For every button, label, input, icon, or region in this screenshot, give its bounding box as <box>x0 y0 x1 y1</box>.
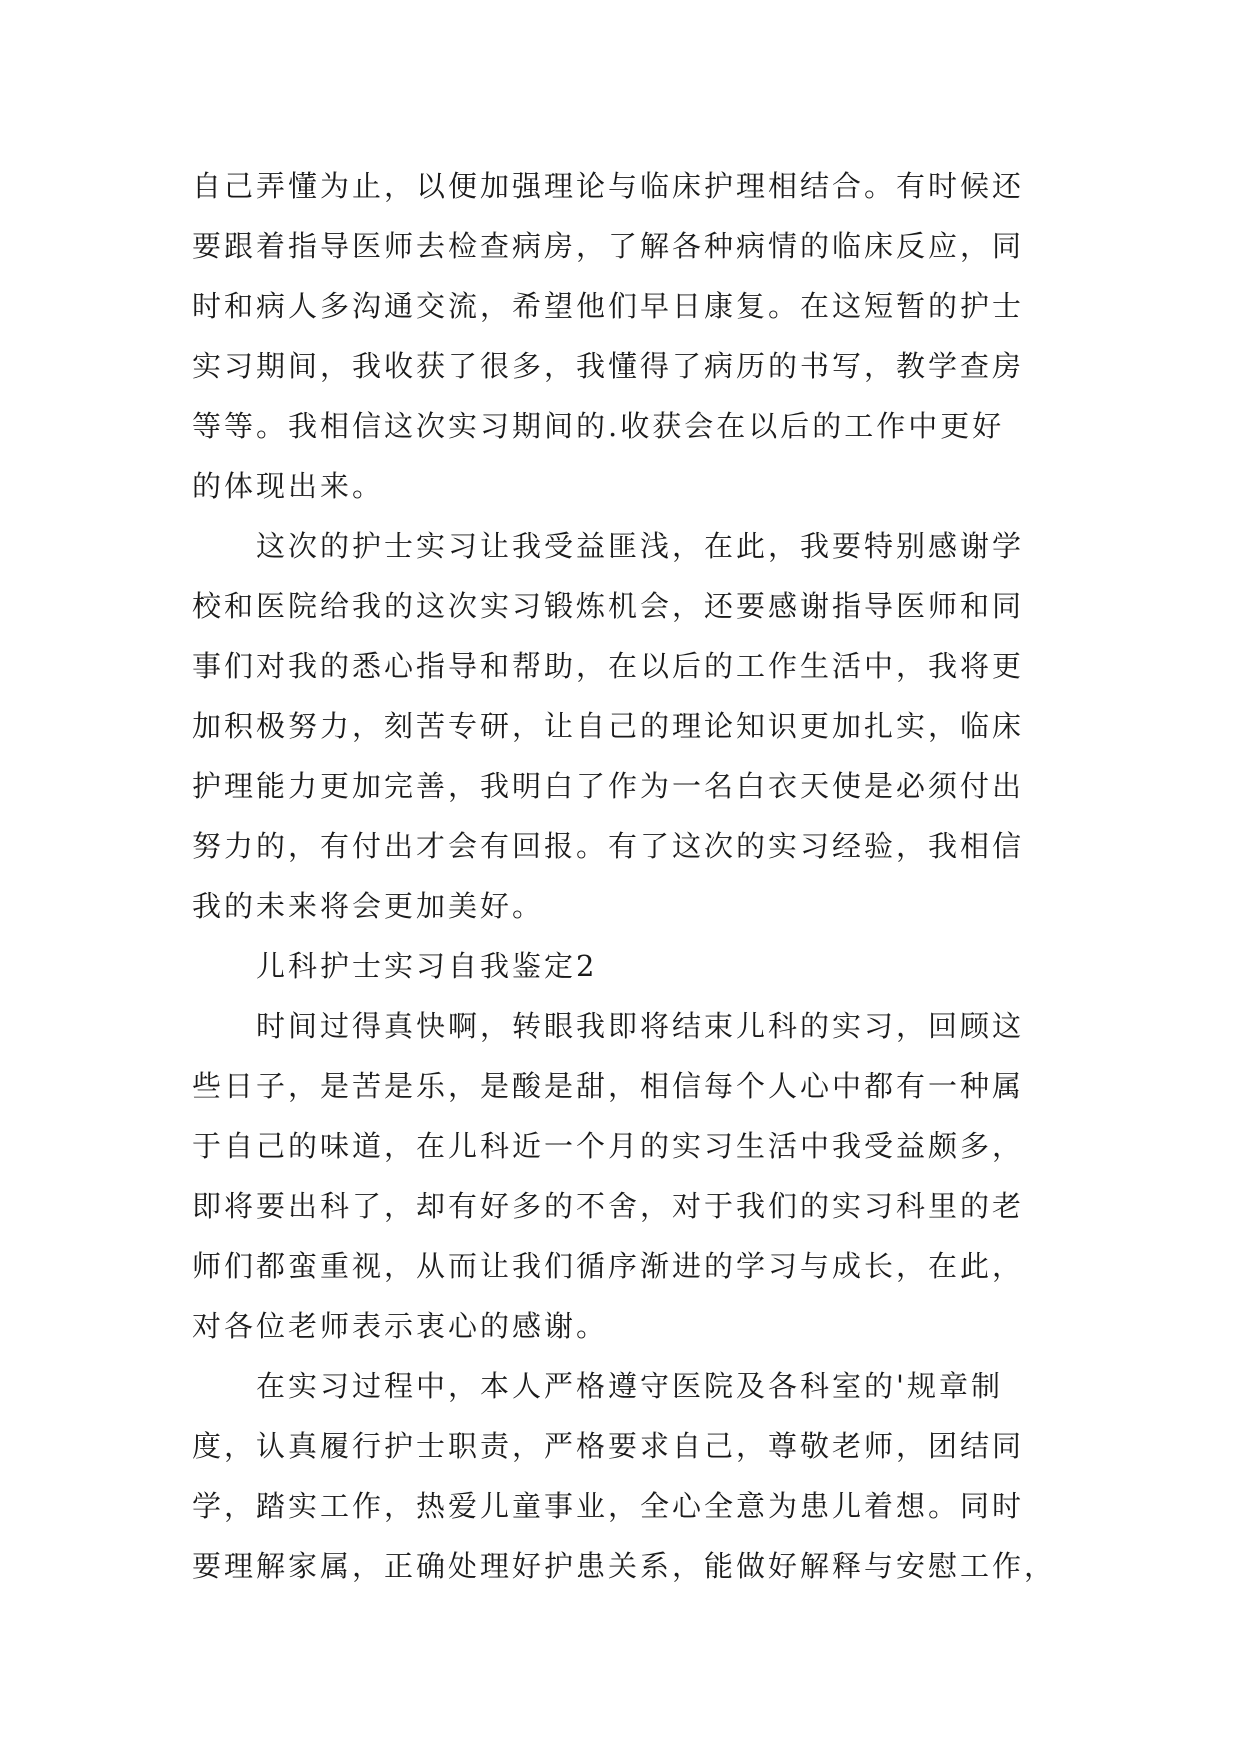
text-line: 护理能力更加完善，我明白了作为一名白衣天使是必须付出 <box>192 769 1025 803</box>
text-line: 些日子，是苦是乐，是酸是甜，相信每个人心中都有一种属 <box>192 1069 1025 1103</box>
text-line: 加积极努力，刻苦专研，让自己的理论知识更加扎实，临床 <box>192 709 1025 743</box>
text-line: 要理解家属，正确处理好护患关系，能做好解释与安慰工作， <box>192 1549 1057 1583</box>
text-line: 时间过得真快啊，转眼我即将结束儿科的实习，回顾这 <box>192 1009 1025 1043</box>
text-line: 自己弄懂为止，以便加强理论与临床护理相结合。有时候还 <box>192 169 1025 203</box>
text-line: 师们都蛮重视，从而让我们循序渐进的学习与成长，在此， <box>192 1249 1025 1283</box>
text-line: 努力的，有付出才会有回报。有了这次的实习经验，我相信 <box>192 829 1025 863</box>
text-line: 等等。我相信这次实习期间的.收获会在以后的工作中更好 <box>192 409 1005 443</box>
text-line: 在实习过程中，本人严格遵守医院及各科室的'规章制 <box>192 1369 1003 1403</box>
text-line: 即将要出科了，却有好多的不舍，对于我们的实习科里的老 <box>192 1189 1025 1223</box>
section-heading: 儿科护士实习自我鉴定2 <box>192 949 598 983</box>
text-line: 学，踏实工作，热爱儿童事业，全心全意为患儿着想。同时 <box>192 1489 1025 1523</box>
text-line: 校和医院给我的这次实习锻炼机会，还要感谢指导医师和同 <box>192 589 1025 623</box>
text-line: 对各位老师表示衷心的感谢。 <box>192 1309 609 1343</box>
text-line: 我的未来将会更加美好。 <box>192 889 545 923</box>
document-body <box>192 156 1072 1596</box>
text-line: 时和病人多沟通交流，希望他们早日康复。在这短暂的护士 <box>192 289 1025 323</box>
text-line: 这次的护士实习让我受益匪浅，在此，我要特别感谢学 <box>192 529 1025 563</box>
text-line: 事们对我的悉心指导和帮助，在以后的工作生活中，我将更 <box>192 649 1025 683</box>
text-line: 于自己的味道，在儿科近一个月的实习生活中我受益颇多， <box>192 1129 1025 1163</box>
text-line: 度，认真履行护士职责，严格要求自己，尊敬老师，团结同 <box>192 1429 1025 1463</box>
text-line: 实习期间，我收获了很多，我懂得了病历的书写，教学查房 <box>192 349 1025 383</box>
text-line: 的体现出来。 <box>192 469 385 503</box>
text-line: 要跟着指导医师去检查病房，了解各种病情的临床反应，同 <box>192 229 1025 263</box>
